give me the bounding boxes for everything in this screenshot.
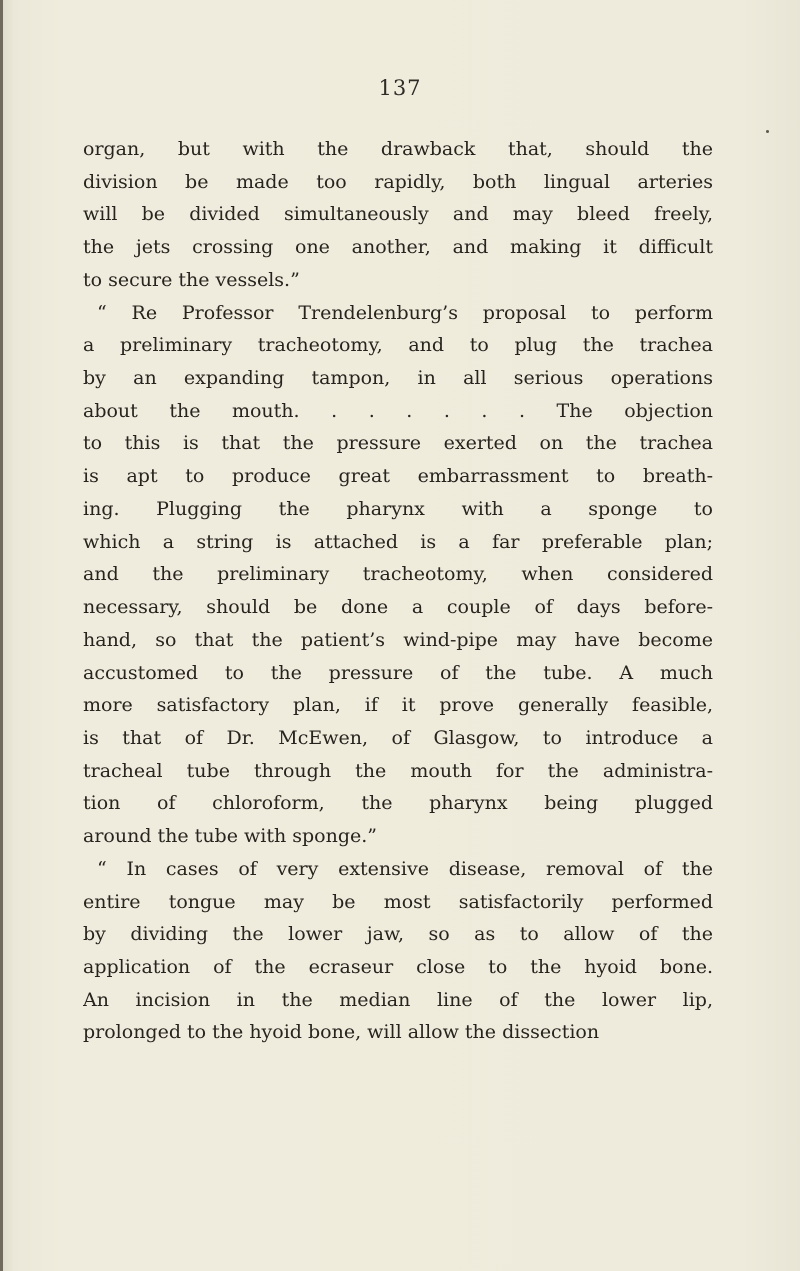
text-line: the jets crossing one another, and making it difficult [83,236,713,259]
text-line: hand, so that the patient’s wind-pipe may have become [83,628,713,651]
text-line: “ In cases of very extensive disease, removal of the [97,857,713,880]
text-line: organ, but with the drawback that, should the [83,138,713,160]
text-line: “ Re Professor Trendelenburg’s proposal to perform [97,301,713,324]
text-line: to this is that the pressure exerted on the trachea [83,432,713,455]
body-text [83,133,713,1049]
text-line: around the tube with sponge.” [83,825,377,848]
text-line: will be divided simultaneously and may bleed freely, [83,203,713,226]
text-line: tracheal tube through the mouth for the administra- [83,759,713,782]
text-line: about the mouth. . . . . . . The objection [83,399,713,422]
page-number: 137 [378,76,422,100]
text-line: division be made too rapidly, both lingual arteries [83,170,713,193]
page-binding-edge [0,0,3,1271]
text-line: and the preliminary tracheotomy, when considered [83,563,713,586]
paper-speck [766,130,769,133]
text-line: by dividing the lower jaw, so as to allow of the [83,923,713,946]
text-line: entire tongue may be most satisfactorily performed [83,890,713,913]
text-line: ing. Plugging the pharynx with a sponge to [83,497,713,520]
text-line: more satisfactory plan, if it prove generally feasible, [83,694,713,717]
text-line: prolonged to the hyoid bone, will allow the dissection [83,1021,600,1044]
text-line: An incision in the median line of the lower lip, [83,988,713,1011]
text-line: necessary, should be done a couple of days before- [83,596,713,619]
text-line: is apt to produce great embarrassment to breath- [83,465,713,488]
text-line: is that of Dr. McEwen, of Glasgow, to introduce a [83,726,713,749]
text-line: a preliminary tracheotomy, and to plug the trachea [83,334,713,357]
text-line: by an expanding tampon, in all serious operations [83,367,713,390]
text-line: tion of chloroform, the pharynx being plugged [83,792,713,815]
text-line: which a string is attached is a far preferable plan; [83,530,713,553]
text-line: application of the ecraseur close to the hyoid bone. [83,955,713,978]
text-line: accustomed to the pressure of the tube. A much [83,661,713,684]
text-line: to secure the vessels.” [83,268,300,291]
